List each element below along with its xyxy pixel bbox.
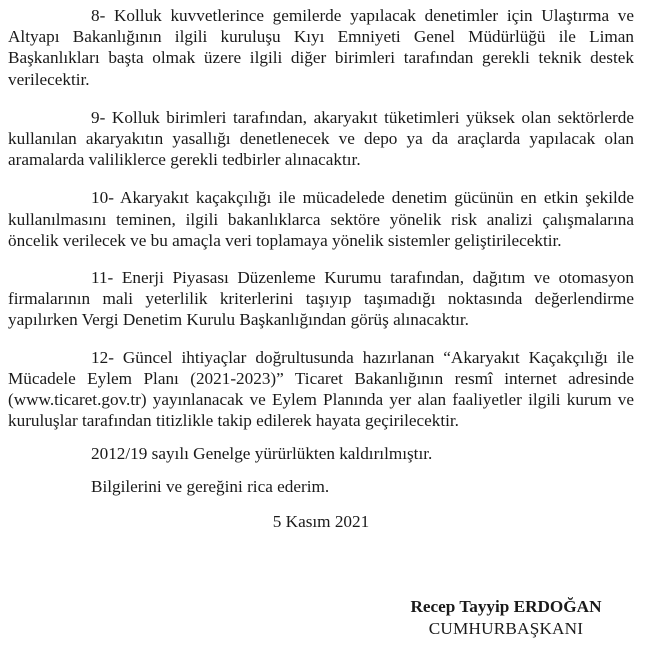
article-paragraph-12: 12- Güncel ihtiyaçlar doğrultusunda hazırlanan “Akaryakıt Kaçakçılığı ile Mücadele Eylem Planı (2021-2023)” Ticaret Bakanlığının resmî internet adresinde (www.ticaret.gov.tr) yayınlanacak ve Eylem Planında yer alan faaliyetler ilgili kurum ve kuruluşlar tarafından titizlikle takip edilerek hayata geçirilecektir. <box>8 347 634 431</box>
article-paragraph-8: 8- Kolluk kuvvetlerince gemilerde yapılacak denetimler için Ulaştırma ve Altyapı Bakanlığının ilgili kuruluşu Kıyı Emniyeti Genel Müdürlüğü ile Liman Başkanlıkları başta olmak üzere ilgili diğer birimleri tarafından gerekli teknik destek verilecektir. <box>8 6 634 89</box>
document-date: 5 Kasım 2021 <box>272 512 370 532</box>
closing-line: Bilgilerini ve gereğini rica ederim. <box>91 477 330 497</box>
signer-title: CUMHURBAŞKANI <box>428 619 584 638</box>
article-paragraph-10: 10- Akaryakıt kaçakçılığı ile mücadelede denetim gücünün en etkin şekilde kullanılmasını teminen, ilgili bakanlıklarca sektöre yönelik risk analizi çalışmalarına öncelik verilecek ve bu amaçla veri toplamaya yönelik sistemler geliştirilecektir. <box>8 188 634 250</box>
article-paragraph-9: 9- Kolluk birimleri tarafından, akaryakıt tüketimleri yüksek olan sektörlerde kullanılan akaryakıtın yasallığı denetlenecek ve depo ya da araçlarda yapılacak olan aramalarda valiliklerce gerekli tedbirler alınacaktır. <box>8 107 634 170</box>
signature-block <box>390 596 622 640</box>
document-body <box>8 5 634 532</box>
article-paragraph-11: 11- Enerji Piyasası Düzenleme Kurumu tarafından, dağıtım ve otomasyon firmalarının mali yeterlilik kriterlerini taşıyıp taşımadığı noktasında değerlendirme yapılırken Vergi Denetim Kurulu Başkanlığından görüş alınacaktır. <box>8 268 634 330</box>
repeal-notice: 2012/19 sayılı Genelge yürürlükten kaldırılmıştır. <box>91 444 433 464</box>
signer-name: Recep Tayyip ERDOĞAN <box>410 597 602 616</box>
